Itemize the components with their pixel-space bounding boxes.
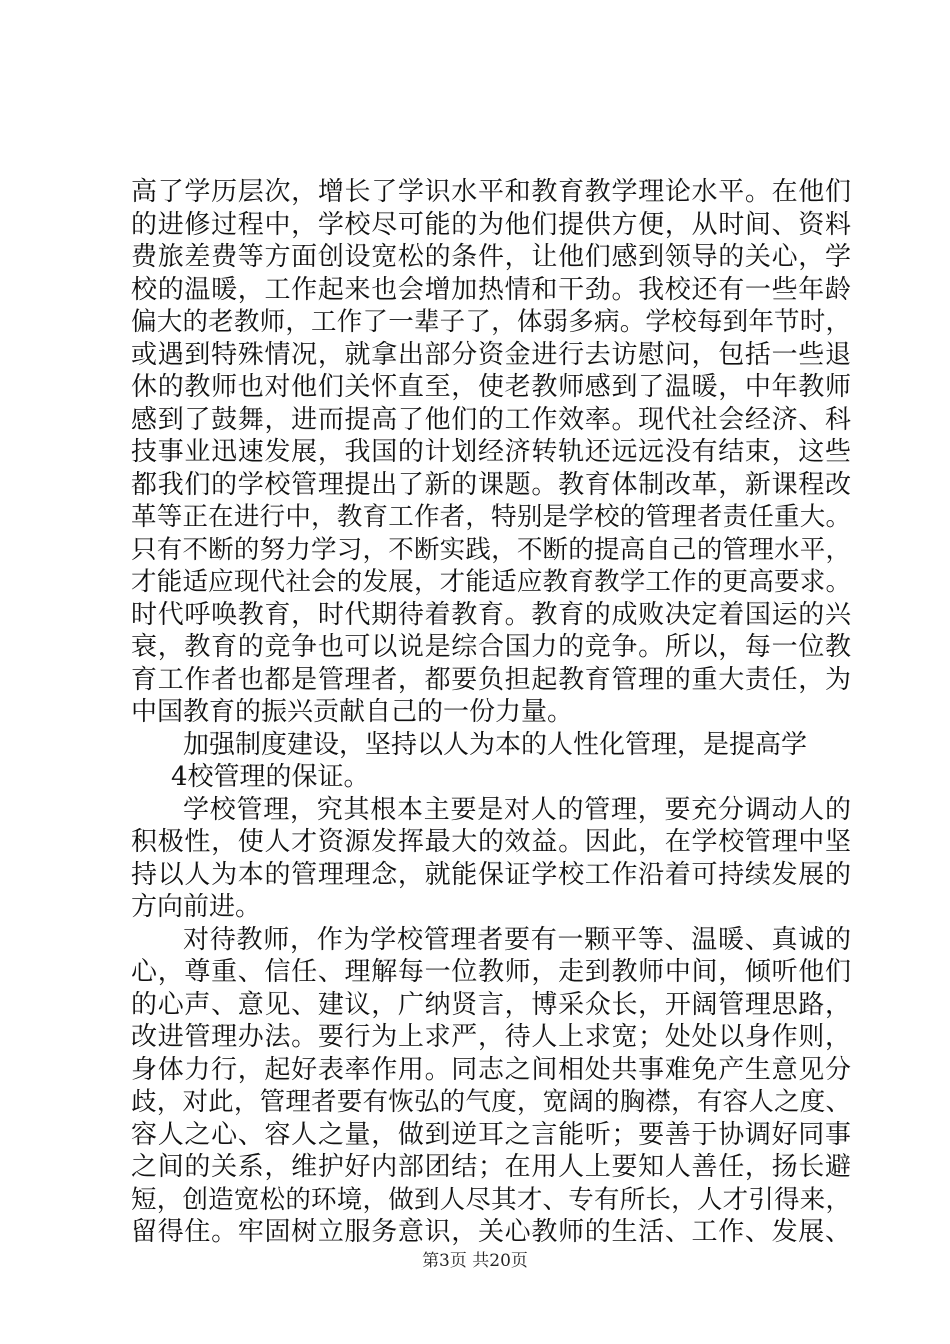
page-footer: 第3页 共20页 xyxy=(422,1251,528,1271)
text-line: 育工作者也都是管理者，都要负担起教育管理的重大责任，为 xyxy=(131,664,851,695)
text-line: 感到了鼓舞，进而提高了他们的工作效率。现代社会经济、科 xyxy=(131,404,851,435)
text-line: 身体力行，起好表率作用。同志之间相处共事难免产生意见分 xyxy=(131,1054,851,1085)
text-line: 都我们的学校管理提出了新的课题。教育体制改革，新课程改 xyxy=(131,469,851,500)
text-line: 费旅差费等方面创设宽松的条件，让他们感到领导的关心，学 xyxy=(131,242,851,272)
text-line: 的进修过程中，学校尽可能的为他们提供方便，从时间、资料 xyxy=(131,209,851,240)
text-line: 革等正在进行中，教育工作者，特别是学校的管理者责任重大。 xyxy=(131,502,851,532)
text-line: 加强制度建设，坚持以人为本的人性化管理，是提高学 xyxy=(183,729,808,760)
text-line: 偏大的老教师，工作了一辈子了，体弱多病。学校每到年节时， xyxy=(131,307,851,337)
text-line: 改进管理办法。要行为上求严，待人上求宽；处处以身作则， xyxy=(131,1022,851,1052)
text-line: 学校管理，究其根本主要是对人的管理，要充分调动人的 xyxy=(183,794,851,825)
text-line: 之间的关系，维护好内部团结；在用人上要知人善任，扬长避 xyxy=(131,1152,851,1182)
text-line: 持以人为本的管理理念，就能保证学校工作沿着可持续发展的 xyxy=(131,859,851,890)
text-line: 或遇到特殊情况，就拿出部分资金进行去访慰问，包括一些退 xyxy=(131,339,851,370)
text-line: 只有不断的努力学习，不断实践，不断的提高自己的管理水平， xyxy=(131,534,851,565)
text-line: 休的教师也对他们关怀直至，使老教师感到了温暖，中年教师 xyxy=(131,372,851,402)
text-line: 才能适应现代社会的发展，才能适应教育教学工作的更高要求。 xyxy=(131,567,851,597)
document-body xyxy=(131,176,851,1249)
text-line: 容人之心、容人之量，做到逆耳之言能听；要善于协调好同事 xyxy=(131,1119,851,1150)
text-line: 校的温暖，工作起来也会增加热情和干劲。我校还有一些年龄 xyxy=(131,274,851,305)
text-line: 短，创造宽松的环境，做到人尽其才、专有所长，人才引得来， xyxy=(131,1184,851,1215)
text-line: 心，尊重、信任、理解每一位教师，走到教师中间，倾听他们 xyxy=(131,957,851,987)
text-line: 积极性，使人才资源发挥最大的效益。因此，在学校管理中坚 xyxy=(131,827,851,857)
text-line: 中国教育的振兴贡献自己的一份力量。 xyxy=(131,697,574,727)
text-line: 高了学历层次，增长了学识水平和教育教学理论水平。在他们 xyxy=(131,177,851,207)
text-line: 歧，对此，管理者要有恢弘的气度，宽阔的胸襟，有容人之度、 xyxy=(131,1087,851,1117)
text-line: 时代呼唤教育，时代期待着教育。教育的成败决定着国运的兴 xyxy=(131,599,851,630)
text-line: 的心声、意见、建议，广纳贤言，博采众长，开阔管理思路， xyxy=(131,989,851,1020)
text-line: 4校管理的保证。 xyxy=(171,762,370,792)
text-line: 方向前进。 xyxy=(131,892,262,922)
text-line: 衰，教育的竞争也可以说是综合国力的竞争。所以，每一位教 xyxy=(131,632,851,662)
text-line: 对待教师，作为学校管理者要有一颗平等、温暖、真诚的 xyxy=(183,924,851,955)
text-line: 留得住。牢固树立服务意识，关心教师的生活、工作、发展、 xyxy=(131,1217,851,1247)
text-line: 技事业迅速发展，我国的计划经济转轨还远远没有结束，这些 xyxy=(131,437,851,467)
